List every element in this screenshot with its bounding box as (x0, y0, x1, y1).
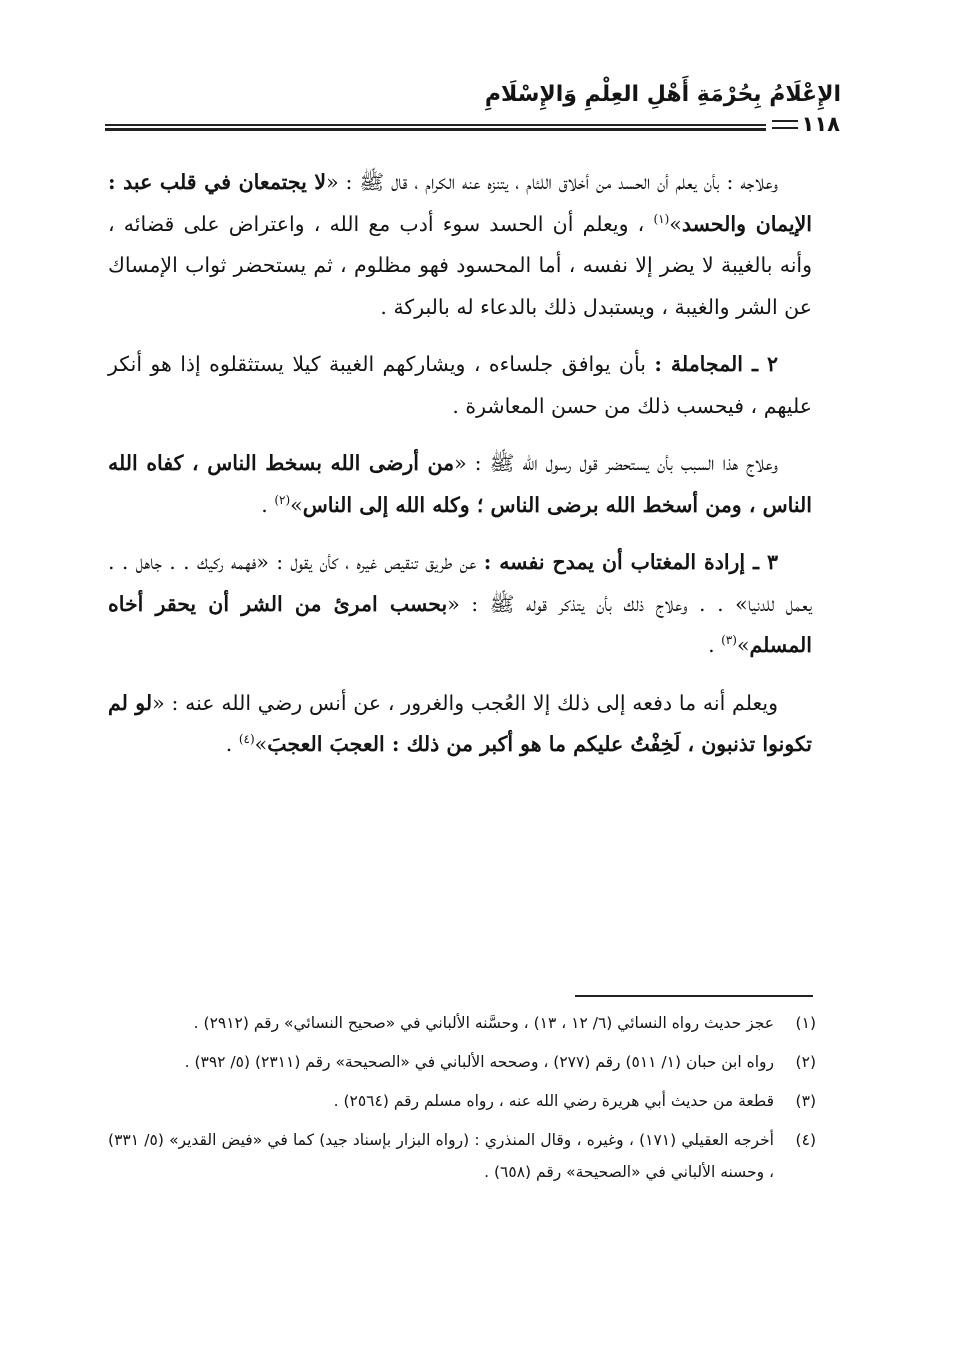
emphasized-text: ٣ ـ إرادة المغتاب أن يمدح نفسه : (483, 550, 778, 574)
footnote-number: (٢) (795, 1053, 816, 1071)
text-run: . (708, 633, 722, 657)
paragraph (108, 344, 812, 427)
emphasized-text: ٢ ـ المجاملة : (654, 352, 778, 376)
paragraph (108, 542, 812, 667)
text-run: » (290, 492, 303, 517)
text-run: » (736, 633, 750, 657)
emphasized-text: من أرضى الله بسخط الناس ، كفاه الله الناس ، ومن أسخط الله برضى الناس ؛ وكله الله إلى الناس (108, 451, 812, 517)
paragraph (108, 443, 812, 526)
text-run: » (254, 732, 268, 756)
page-number: ١١٨ (801, 112, 840, 136)
footnote (108, 1007, 816, 1039)
footnote-text: أخرجه العقيلي (١٧١) ، وغيره ، وقال المنذري : (رواه البزار بإسناد جيد) كما في «فيض القدير» (٥/ ٣٣١) ، وحسنه الألباني في «الصحيحة» رقم (٦٥٨) . (108, 1131, 774, 1181)
text-run: ويعلم أنه ما دفعه إلى ذلك إلا العُجب والغرور ، عن أنس رضي الله عنه : « (152, 690, 778, 715)
footnote-ref: (٣) (721, 633, 737, 648)
footnote (108, 1124, 816, 1188)
footnote-number: (٣) (795, 1092, 816, 1110)
footnote (108, 1085, 816, 1117)
paragraph (108, 683, 812, 766)
text-run: » (669, 211, 682, 236)
footnote-text: عجز حديث رواه النسائي (٦/ ١٢ ، ١٣) ، وحسَّنه الألباني في «صحيح النسائي» رقم (٢٩١٢) . (193, 1014, 774, 1032)
footnote-text: رواه ابن حبان (١/ ٥١١) رقم (٢٧٧) ، وصححه الألباني في «الصحيحة» رقم (٢٣١١) (٥/ ٣٩٢) . (184, 1053, 774, 1071)
footnote-ref: (٤) (238, 732, 255, 747)
emphasized-text: بحسب امرئ من الشر أن يحقر أخاه المسلم (108, 591, 812, 657)
footnote-number: (٤) (795, 1131, 816, 1149)
running-title: الإِعْلَامُ بِحُرْمَةِ أَهْلِ العِلْمِ وَالإِسْلَامِ (484, 82, 841, 107)
text-run: عن طريق تنقيص غيره ، كأن يقول : «فهمه ركيك . . جاهل . . يعمل للدنيا» . . وعلاج ذلك بأن يتذكر قوله ﷺ : « (108, 550, 813, 616)
text-run: وعلاج هذا السبب بأن يستحضر قول رسول الله ﷺ : « (454, 451, 779, 475)
footnote-number: (١) (795, 1014, 816, 1032)
header-double-rule (105, 124, 795, 131)
text-run: . (225, 732, 239, 756)
main-text (108, 162, 812, 782)
page-number-box (766, 112, 846, 136)
footnote-ref: (٢) (274, 492, 291, 507)
footnote-text: قطعة من حديث أبي هريرة رضي الله عنه ، رواه مسلم رقم (٢٥٦٤) . (333, 1092, 774, 1110)
page-number-ornament (772, 120, 798, 129)
footnote-separator (575, 995, 813, 997)
text-run: بأن يوافق جلساءه ، ويشاركهم الغيبة كيلا يستثقلوه إذا هو أنكر عليهم ، فيحسب ذلك من حسن المعاشرة . (108, 352, 812, 418)
paragraph (108, 162, 812, 328)
text-run: . (261, 492, 275, 517)
footnotes (108, 1007, 816, 1195)
emphasized-text: لو لم تكونوا تذنبون ، لَخِفْتُ عليكم ما هو أكبر من ذلك : العجبَ العجبَ (108, 690, 812, 756)
footnote (108, 1046, 816, 1078)
emphasized-text: لا يجتمعان في قلب عبد : الإيمان والحسد (108, 170, 812, 236)
footnote-ref: (١) (653, 211, 670, 226)
text-run: ، ويعلم أن الحسد سوء أدب مع الله ، واعتراض على قضائه ، وأنه بالغيبة لا يضر إلا نفسه ، أما المحسود فهو مظلوم ، ثم يستحضر ثواب الإمساك عن الشر والغيبة ، ويستبدل ذلك بالدعاء له بالبركة . (108, 211, 812, 319)
text-run: وعلاجه : بأن يعلم أن الحسد من أخلاق اللئام ، يتنزه عنه الكرام ، قال ﷺ : « (326, 170, 779, 194)
